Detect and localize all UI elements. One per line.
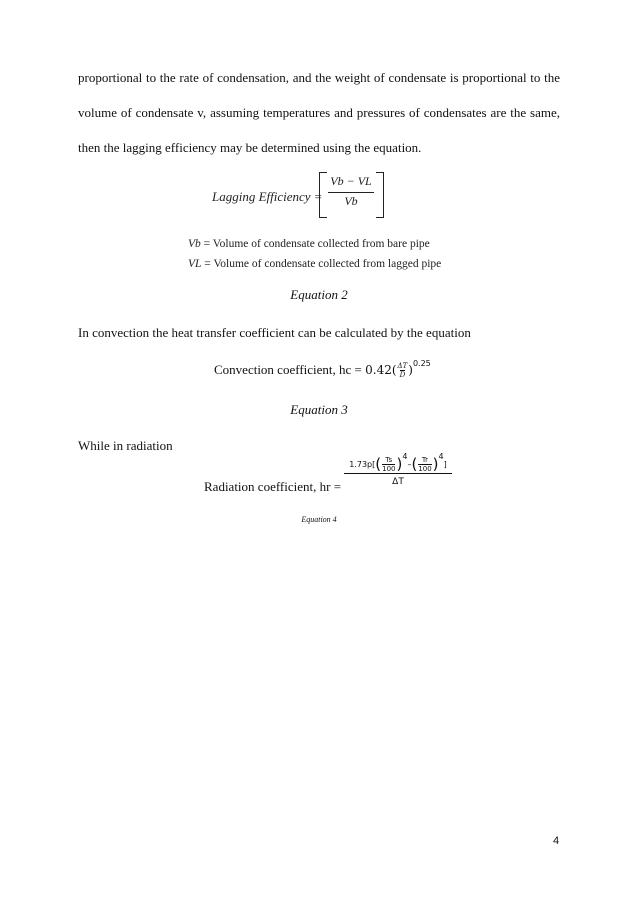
radiation-fraction [344, 443, 452, 487]
formula-suffix: ) [408, 363, 413, 377]
numerator-prefix: 1.73p[ [349, 460, 376, 469]
paragraph [78, 60, 560, 165]
convection-label: Convection coefficient, hc = [214, 362, 366, 377]
tr: Tr [421, 455, 429, 464]
exponent: 0.25 [412, 359, 431, 368]
equation-lhs: Lagging Efficiency = [212, 189, 323, 204]
frac-den: D [399, 370, 406, 379]
power: 4 [438, 452, 444, 461]
equation-fraction [328, 174, 374, 211]
equation-4-caption: Equation 4 [301, 515, 337, 524]
power: 4 [402, 452, 408, 461]
delta-t-over-d [398, 362, 408, 380]
ts: Ts [385, 455, 393, 464]
equation-3-caption: Equation 3 [290, 402, 348, 417]
hundred: 100 [418, 464, 432, 473]
paragraph-line: volume of condensate v, assuming temperatures and pressures of condensates are the same, [78, 105, 560, 120]
equation-denominator: Vb [344, 194, 358, 208]
paragraph-line: then the lagging efficiency may be determined using the equation. [78, 140, 422, 155]
convection-formula [365, 359, 431, 379]
right-bracket [376, 172, 384, 218]
page-number: 4 [553, 835, 560, 847]
radiation-equation [204, 437, 454, 497]
radiation-intro: While in radiation [78, 438, 173, 453]
formula-prefix: 0.42( [365, 363, 397, 377]
hundred: 100 [382, 464, 396, 473]
legend-vb [188, 238, 430, 250]
radiation-label: Radiation coefficient, hr = [204, 479, 342, 494]
legend-vl [188, 258, 441, 270]
legend-symbol: VL [188, 258, 202, 270]
frac-num: ΔT [397, 361, 408, 370]
radiation-numerator: $1.73p[(\frac{Ts}{100})4-(\frac{Tr}{100})4]$ [349, 452, 447, 473]
fraction-bar [344, 473, 452, 474]
fraction-bar [328, 192, 374, 193]
tr-over-100 [418, 456, 431, 474]
legend-text: = Volume of condensate collected from bare pipe [203, 238, 430, 250]
equation-2-caption: Equation 2 [290, 287, 348, 302]
legend-symbol: Vb [188, 238, 201, 250]
convection-equation [214, 359, 431, 380]
convection-intro: In convection the heat transfer coefficient can be calculated by the equation [78, 325, 471, 340]
equation-numerator: Vb − VL [330, 174, 372, 188]
left-bracket [319, 172, 327, 218]
paragraph-line: proportional to the rate of condensation, and the weight of condensate is proportional to the [78, 70, 560, 85]
radiation-denominator: ΔT [392, 477, 404, 487]
ts-over-100 [382, 456, 395, 474]
legend-text: = Volume of condensate collected from lagged pipe [204, 258, 442, 270]
